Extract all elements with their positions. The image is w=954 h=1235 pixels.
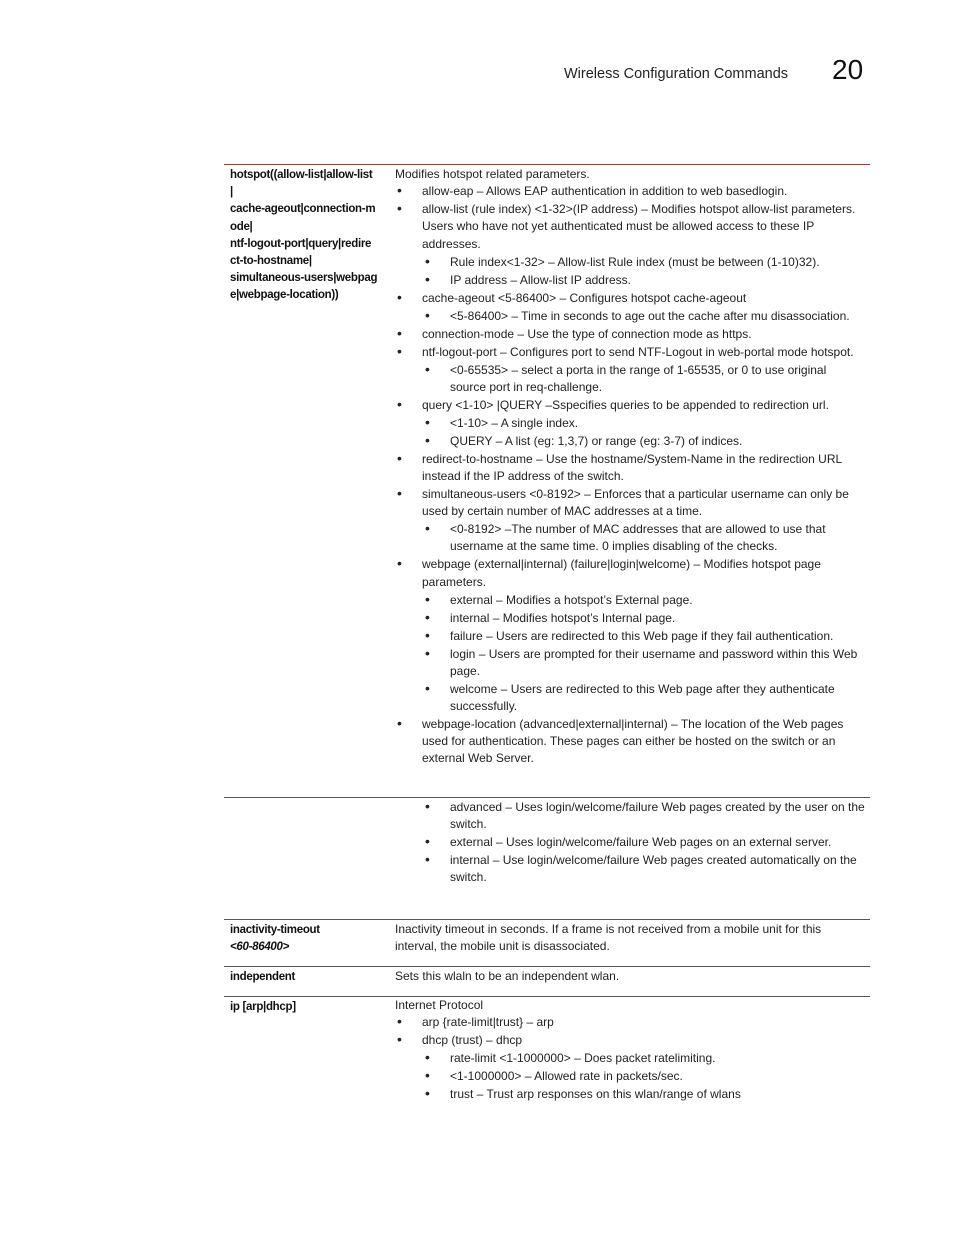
list-item: [395, 521, 865, 555]
list-item-text: QUERY – A list (eg: 1,3,7) or range (eg: 3-7) of indices.: [450, 433, 743, 448]
description-intro: Modifies hotspot related parameters.: [395, 167, 590, 181]
bullet-icon: •: [397, 715, 402, 732]
list-item-text: query <1-10> |QUERY –Sspecifies queries to be appended to redirection url.: [422, 397, 829, 412]
hotspot-parameter-list: [395, 183, 865, 767]
list-item: [395, 362, 865, 396]
list-item-text: failure – Users are redirected to this Web page if they fail authentication.: [450, 628, 834, 643]
list-item-text: internal – Use login/welcome/failure Web pages created automatically on the switch.: [450, 853, 857, 885]
list-item-text: <1-10> – A single index.: [450, 415, 579, 430]
bullet-icon: •: [425, 306, 430, 323]
hotspot-command-term: [230, 167, 382, 305]
list-item: [395, 451, 865, 485]
table-rule: [224, 797, 870, 798]
bullet-icon: •: [425, 1049, 430, 1066]
description-text: Inactivity timeout in seconds. If a frame is not received from a mobile unit for this interval, the mobile unit is disassociated.: [395, 922, 822, 954]
bullet-icon: •: [397, 555, 402, 572]
bullet-icon: •: [425, 520, 430, 537]
list-item: [395, 646, 865, 680]
webpage-location-continued: [395, 799, 865, 887]
bullet-icon: •: [425, 679, 430, 696]
list-item-text: welcome – Users are redirected to this Web page after they authenticate successfully.: [450, 681, 835, 714]
list-item: [395, 397, 865, 414]
page-header-title: Wireless Configuration Commands: [564, 66, 789, 82]
term-argument: <60-86400>: [230, 941, 290, 954]
list-item-text: login – Users are prompted for their username and password within this Web page.: [450, 646, 858, 678]
term-line: cache-ageout|connection-m: [230, 203, 376, 216]
list-item-text: Rule index<1-32> – Allow-list Rule index (must be between (1-10)32).: [450, 254, 820, 269]
list-item: [395, 290, 865, 307]
list-item: [395, 272, 865, 289]
list-item: [395, 834, 865, 851]
list-item-text: rate-limit <1-1000000> – Does packet ratelimiting.: [450, 1051, 716, 1066]
list-item: [395, 308, 865, 325]
list-item-text: ntf-logout-port – Configures port to send NTF-Logout in web-portal mode hotspot.: [422, 344, 854, 359]
ip-parameter-list: [395, 1014, 865, 1103]
list-item: [395, 1032, 865, 1049]
bullet-icon: •: [397, 200, 402, 217]
list-item: [395, 628, 865, 645]
chapter-number: 20: [832, 54, 864, 85]
inactivity-timeout-term: [230, 922, 382, 956]
list-item-text: webpage (external|internal) (failure|login|welcome) – Modifies hotspot page parameters.: [422, 557, 821, 589]
bullet-icon: •: [425, 270, 430, 287]
webpage-location-options-list: [395, 799, 865, 887]
bullet-icon: •: [425, 851, 430, 868]
table-rule: [224, 966, 870, 967]
list-item-text: <5-86400> – Time in seconds to age out the cache after mu disassociation.: [450, 308, 850, 323]
list-item: [395, 1050, 865, 1067]
term-line: ntf-logout-port|query|redire: [230, 237, 372, 250]
list-item: [395, 610, 865, 627]
list-item-text: internal – Modifies hotspot’s Internal page.: [450, 610, 676, 625]
table-rule: [224, 919, 870, 920]
ip-term: [230, 999, 382, 1016]
term-line: e|webpage-location)): [230, 289, 339, 302]
bullet-icon: •: [425, 798, 430, 814]
list-item-text: external – Uses login/welcome/failure Web pages on an external server.: [450, 835, 832, 850]
list-item-text: advanced – Uses login/welcome/failure Web pages created by the user on the switch.: [450, 800, 865, 832]
list-item: [395, 415, 865, 432]
bullet-icon: •: [425, 608, 430, 625]
list-item-text: simultaneous-users <0-8192> – Enforces that a particular username can only be used by certain number of MAC addresses at a time.: [422, 487, 849, 519]
list-item-text: <0-8192> –The number of MAC addresses that are allowed to use that username at the same time. 0 implies disabling of the checks.: [450, 522, 826, 554]
list-item: [395, 254, 865, 271]
bullet-icon: •: [425, 626, 430, 643]
list-item-text: webpage-location (advanced|external|internal) – The location of the Web pages used for authentication. These pages can either be hosted on the switch or an external Web Server.: [422, 717, 844, 766]
list-item: [395, 1086, 865, 1103]
bullet-icon: •: [425, 413, 430, 430]
independent-term: [230, 969, 382, 986]
list-item: [395, 326, 865, 343]
independent-description: [395, 968, 865, 985]
bullet-icon: •: [425, 252, 430, 269]
list-item: [395, 592, 865, 609]
bullet-icon: •: [425, 833, 430, 850]
ip-description: [395, 997, 865, 1104]
list-item-text: trust – Trust arp responses on this wlan/range of wlans: [450, 1087, 741, 1102]
bullet-icon: •: [425, 360, 430, 377]
term-line: ip [arp|dhcp]: [230, 1001, 296, 1013]
bullet-icon: •: [397, 449, 402, 466]
list-item-text: cache-ageout <5-86400> – Configures hotspot cache-ageout: [422, 290, 747, 305]
bullet-icon: •: [425, 644, 430, 661]
bullet-icon: •: [425, 1085, 430, 1102]
list-item: [395, 1014, 865, 1031]
term-line: hotspot((allow-list|allow-list: [230, 169, 373, 181]
list-item-text: arp {rate-limit|trust} – arp: [422, 1015, 554, 1030]
table-top-rule: [224, 164, 870, 165]
bullet-icon: •: [397, 485, 402, 502]
bullet-icon: •: [397, 288, 402, 305]
list-item: [395, 1068, 865, 1085]
list-item: [395, 433, 865, 450]
bullet-icon: •: [425, 431, 430, 448]
term-line: ode|: [230, 220, 253, 233]
term-line: simultaneous-users|webpag: [230, 272, 378, 285]
list-item-text: allow-eap – Allows EAP authentication in addition to web basedlogin.: [422, 184, 788, 199]
list-item-text: IP address – Allow-list IP address.: [450, 272, 631, 287]
list-item: [395, 799, 865, 833]
description-text: Sets this wlaln to be an independent wlan.: [395, 969, 620, 983]
list-item-text: <0-65535> – select a porta in the range of 1-65535, or 0 to use original source port in req-challenge.: [450, 362, 827, 394]
bullet-icon: •: [425, 1067, 430, 1084]
list-item: [395, 852, 865, 886]
list-item: [395, 344, 865, 361]
list-item-text: dhcp (trust) – dhcp: [422, 1033, 523, 1048]
description-intro: Internet Protocol: [395, 998, 484, 1012]
bullet-icon: •: [397, 1031, 402, 1048]
list-item: [395, 681, 865, 715]
bullet-icon: •: [397, 324, 402, 341]
bullet-icon: •: [425, 590, 430, 607]
list-item-text: connection-mode – Use the type of connection mode as https.: [422, 326, 752, 341]
list-item: [395, 556, 865, 590]
list-item: [395, 486, 865, 520]
term-line: independent: [230, 971, 296, 983]
list-item: [395, 201, 865, 253]
list-item-text: external – Modifies a hotspot’s External page.: [450, 592, 693, 607]
bullet-icon: •: [397, 395, 402, 412]
term-line: |: [230, 186, 233, 199]
bullet-icon: •: [397, 342, 402, 359]
inactivity-timeout-description: [395, 921, 865, 955]
list-item: [395, 716, 865, 768]
term-line: inactivity-timeout: [230, 924, 320, 936]
bullet-icon: •: [397, 182, 402, 199]
list-item: [395, 183, 865, 200]
list-item-text: allow-list (rule index) <1-32>(IP address) – Modifies hotspot allow-list parameters. Users who have not yet authenticated must be allowed access to these IP addresses.: [422, 202, 856, 251]
bullet-icon: •: [397, 1013, 402, 1030]
list-item-text: redirect-to-hostname – Use the hostname/System-Name in the redirection URL instead if the IP address of the switch.: [422, 451, 842, 484]
term-line: ct-to-hostname|: [230, 255, 312, 268]
list-item-text: <1-1000000> – Allowed rate in packets/sec.: [450, 1069, 683, 1084]
hotspot-description: [395, 166, 865, 768]
